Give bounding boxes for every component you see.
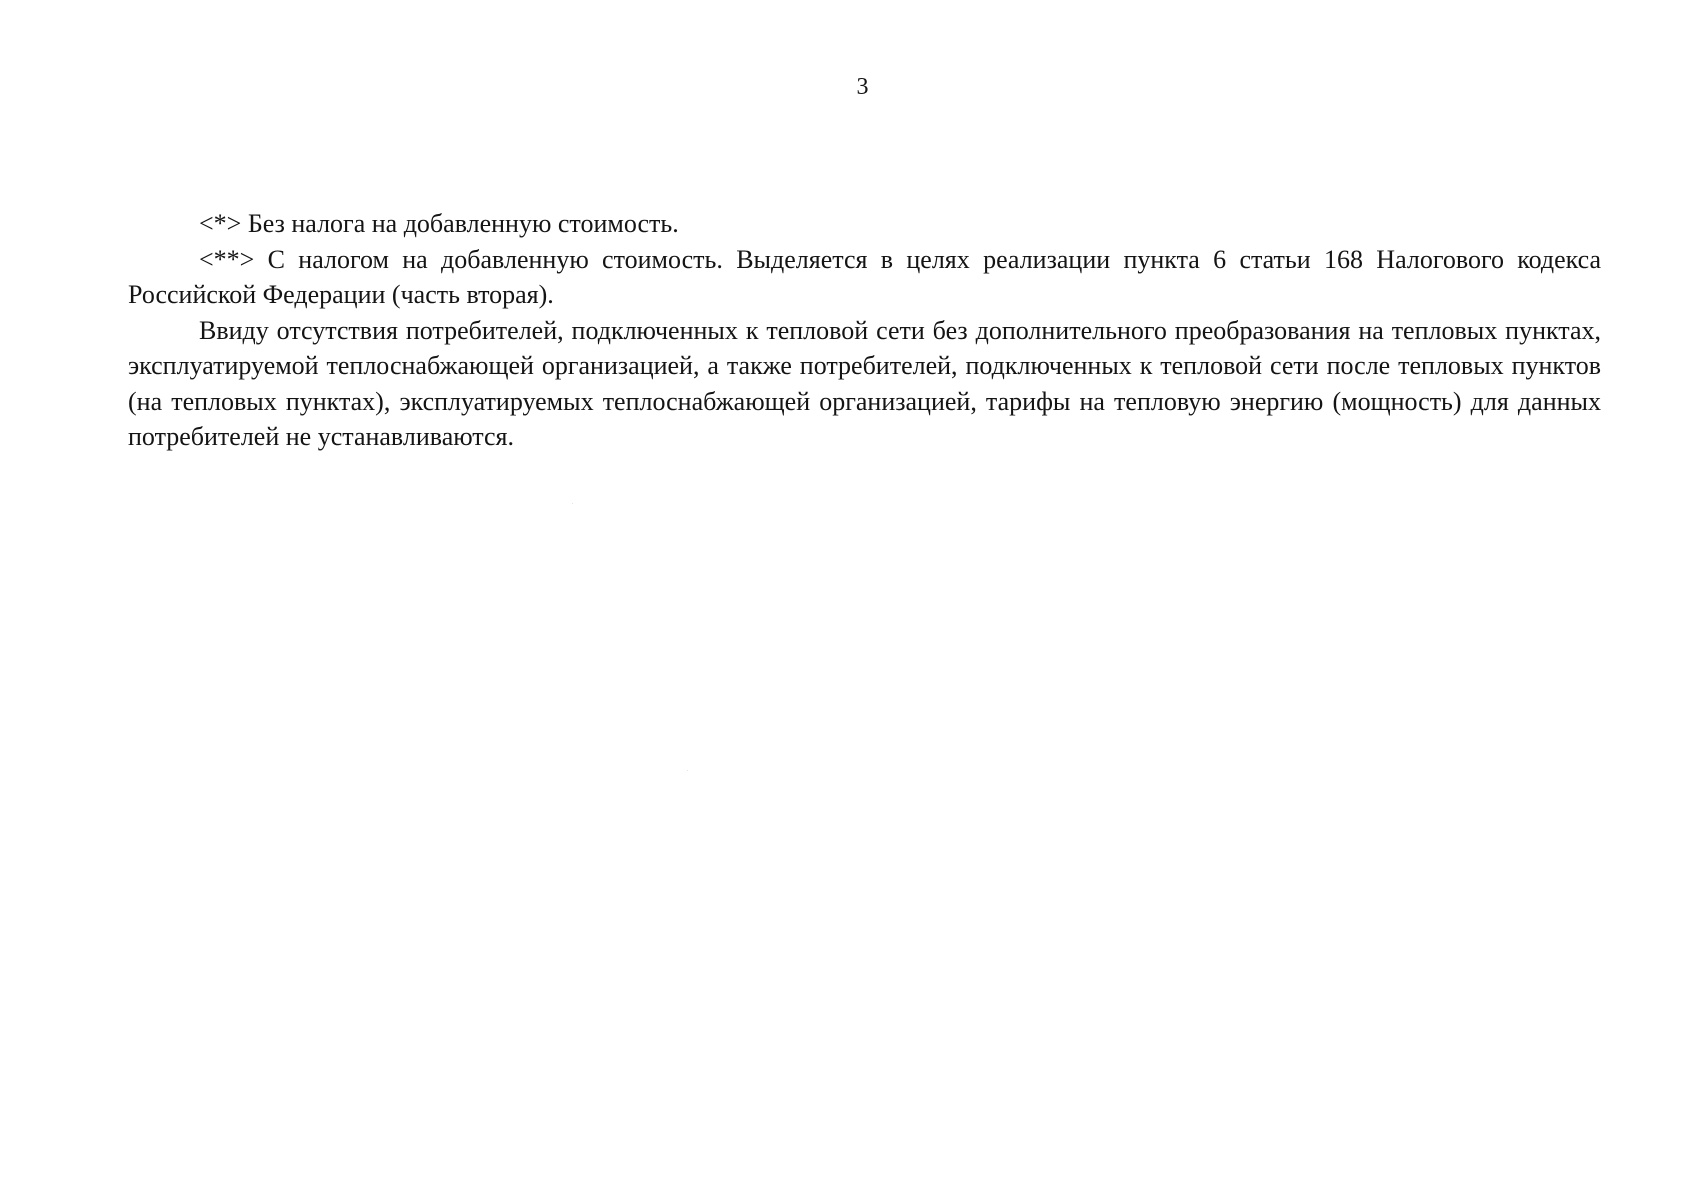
scan-speck [687, 770, 688, 771]
footnote-with-vat: <**> С налогом на добавленную стоимость. Выделяется в целях реализации пункта 6 статьи 168 Налогового кодекса Российской Федерации (часть вторая). [128, 244, 1601, 309]
paragraph-tariffs-not-set: Ввиду отсутствия потребителей, подключенных к тепловой сети без дополнительного преобразования на тепловых пунктах, эксплуатируемой теплоснабжающей организацией, а также потребителей, подключенных к тепловой сети после тепловых пунктов (на тепловых пунктах), эксплуатируемых теплоснабжающей организацией, тарифы на тепловую энергию (мощность) для данных потребителей не устанавливаются. [128, 315, 1601, 451]
document-body [128, 206, 1601, 455]
page-number: 3 [856, 74, 869, 100]
footnote-no-vat: <*> Без налога на добавленную стоимость. [199, 209, 679, 238]
scan-speck [572, 503, 573, 504]
